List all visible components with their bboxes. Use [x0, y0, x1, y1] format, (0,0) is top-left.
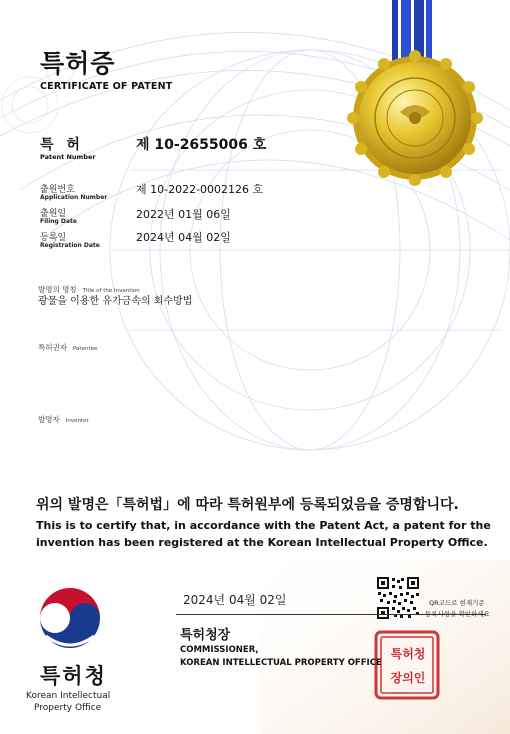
filing-date-label-en: Filing Date — [40, 218, 77, 225]
seal-stamp-text-line2: 장의인 — [390, 671, 426, 685]
gold-seal-icon — [347, 50, 483, 186]
commissioner-title-en-line1: COMMISSIONER, — [180, 645, 259, 655]
registration-date-value: 2024년 04월 02일 — [136, 231, 231, 244]
registration-date-label-en: Registration Date — [40, 242, 100, 249]
seal-stamp-text-line1: 특허청 — [390, 647, 426, 661]
invention-title-label-ko: 발명의 명칭 — [38, 285, 77, 294]
commissioner-title-en-line2: KOREAN INTELLECTUAL PROPERTY OFFICE — [180, 658, 382, 668]
filing-date-value: 2022년 01월 06일 — [136, 208, 231, 221]
patentee-label — [38, 335, 97, 354]
patentee-label-en: Patentee — [72, 346, 98, 352]
certificate-title-ko: 특허증 — [40, 49, 116, 78]
seal-stamp-text — [387, 642, 429, 690]
office-name-en-line2: Property Office — [34, 703, 102, 713]
kipo-logo-icon — [40, 588, 100, 648]
certification-statement-en-line2: invention has been registered at the Korean Intellectual Property Office. — [36, 536, 488, 549]
application-number-label-en: Application Number — [40, 194, 108, 201]
patent-number-label-ko: 특 허 — [40, 137, 84, 153]
filing-date-label-ko: 출원일 — [40, 209, 67, 219]
invention-title-value: 광물을 이용한 유가금속의 회수방법 — [38, 296, 193, 307]
application-number-label-ko: 출원번호 — [40, 185, 75, 195]
application-number-value: 제 10-2022-0002126 호 — [136, 183, 264, 196]
commissioner-title-ko: 특허청장 — [180, 628, 231, 643]
certificate-title-en: CERTIFICATE OF PATENT — [40, 81, 173, 92]
certification-statement-en-line1: This is to certify that, in accordance with the Patent Act, a patent for the — [36, 519, 491, 532]
patent-number-value: 제 10-2655006 호 — [136, 137, 267, 153]
invention-title-label-en: Title of the Invention — [82, 288, 140, 294]
qr-note-line1: QR코드로 현재기준 — [429, 599, 485, 607]
inventor-label-en: Inventor — [65, 418, 89, 424]
inventor-label-ko: 발명자 — [38, 415, 60, 424]
registration-date-label-ko: 등록일 — [40, 233, 67, 243]
qr-note-line2: 등록사항을 확인하세요 — [425, 610, 490, 618]
office-name-ko: 특허청 — [40, 664, 107, 688]
office-name-en-line1: Korean Intellectual — [26, 691, 111, 701]
patentee-label-ko: 특허권자 — [38, 343, 67, 352]
patent-number-label-en: Patent Number — [40, 153, 96, 161]
inventor-label — [38, 407, 89, 426]
certification-statement-ko: 위의 발명은「특허법」에 따라 특허원부에 등록되었음을 증명합니다. — [36, 497, 459, 513]
issue-date: 2024년 04월 02일 — [183, 593, 287, 607]
